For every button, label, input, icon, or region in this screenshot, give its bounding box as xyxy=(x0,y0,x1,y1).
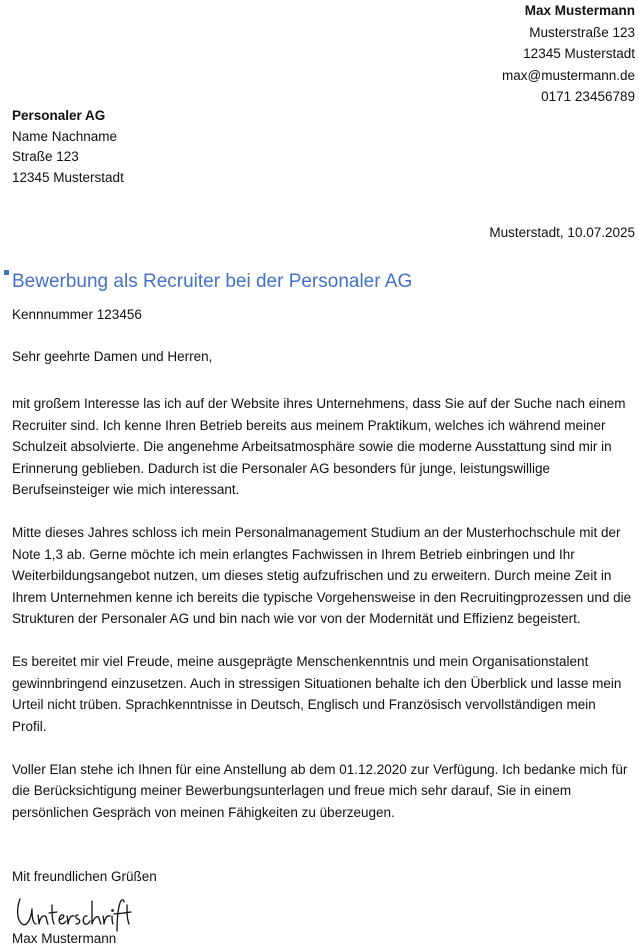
letter-body xyxy=(12,393,634,845)
recipient-block xyxy=(12,106,124,188)
sender-street: Musterstraße 123 xyxy=(529,24,635,40)
reference-number: Kennnummer 123456 xyxy=(12,307,142,322)
sender-phone: 0171 23456789 xyxy=(541,89,635,104)
recipient-company: Personaler AG xyxy=(12,108,106,123)
recipient-street: Straße 123 xyxy=(12,149,79,164)
body-paragraph: Voller Elan stehe ich Ihnen für eine Anstellung ab dem 01.12.2020 zur Verfügung. Ich bedanke mich für die Berücksichtigung meiner Bewerbungsunterlagen und freue mich sehr darauf, Sie in einem persönlichen Gespräch von meinen Fähigkeiten zu überzeugen. xyxy=(12,761,628,820)
signer-name: Max Mustermann xyxy=(12,931,117,946)
recipient-contact: Name Nachname xyxy=(12,128,118,144)
sender-block xyxy=(502,0,635,108)
salutation: Sehr geehrte Damen und Herren, xyxy=(12,349,213,364)
body-paragraph: Es bereitet mir viel Freude, meine ausgeprägte Menschenkenntnis und mein Organisationstalent gewinnbringend einzusetzen. Auch in stressigen Situationen behalte ich den Überblick und lasse mein Urteil nicht trüben. Sprachkenntnisse in Deutsch, Englisch und Französisch vervollständigen mein Profil. xyxy=(12,654,622,734)
handwritten-signature xyxy=(14,893,132,933)
letter-date: Musterstadt, 10.07.2025 xyxy=(489,225,635,240)
sender-email: max@mustermann.de xyxy=(501,67,635,83)
body-paragraph: Mitte dieses Jahres schloss ich mein Personalmanagement Studium an der Musterhochschule mit der Note 1,3 ab. Gerne möchte ich mein erlangtes Fachwissen in Ihrem Betrieb einbringen und Ihr Weiterbildungsangebot nutzen, um dieses stetig aufzufrischen und zu erweitern. Durch meine Zeit in Ihrem Unternehmen kenne ich bereits die typische Vorgehensweise in den Recruitingprozessen und die Strukturen der Personaler AG und bin nach wie vor von der Modernität und Effizienz begeistert. xyxy=(12,525,632,626)
body-paragraph: mit großem Interesse las ich auf der Website ihres Unternehmens, dass Sie auf der Suche nach einem Recruiter sind. Ich kenne Ihren Betrieb bereits aus meinem Praktikum, welches ich während meiner Schulzeit absolvierte. Die angenehme Arbeitsatmosphäre sowie die moderne Ausstattung sind mir in Erinnerung geblieben. Dadurch ist die Personaler AG besonders für junge, leistungswillige Berufseinsteiger wie mich interessant. xyxy=(12,396,626,497)
closing-phrase: Mit freundlichen Grüßen xyxy=(12,869,157,884)
sender-name: Max Mustermann xyxy=(524,3,635,18)
letter-subject: Bewerbung als Recruiter bei der Personaler AG xyxy=(12,271,413,292)
sender-city: 12345 Musterstadt xyxy=(523,46,635,61)
recipient-city: 12345 Musterstadt xyxy=(12,169,124,185)
heading-marker xyxy=(4,270,9,275)
